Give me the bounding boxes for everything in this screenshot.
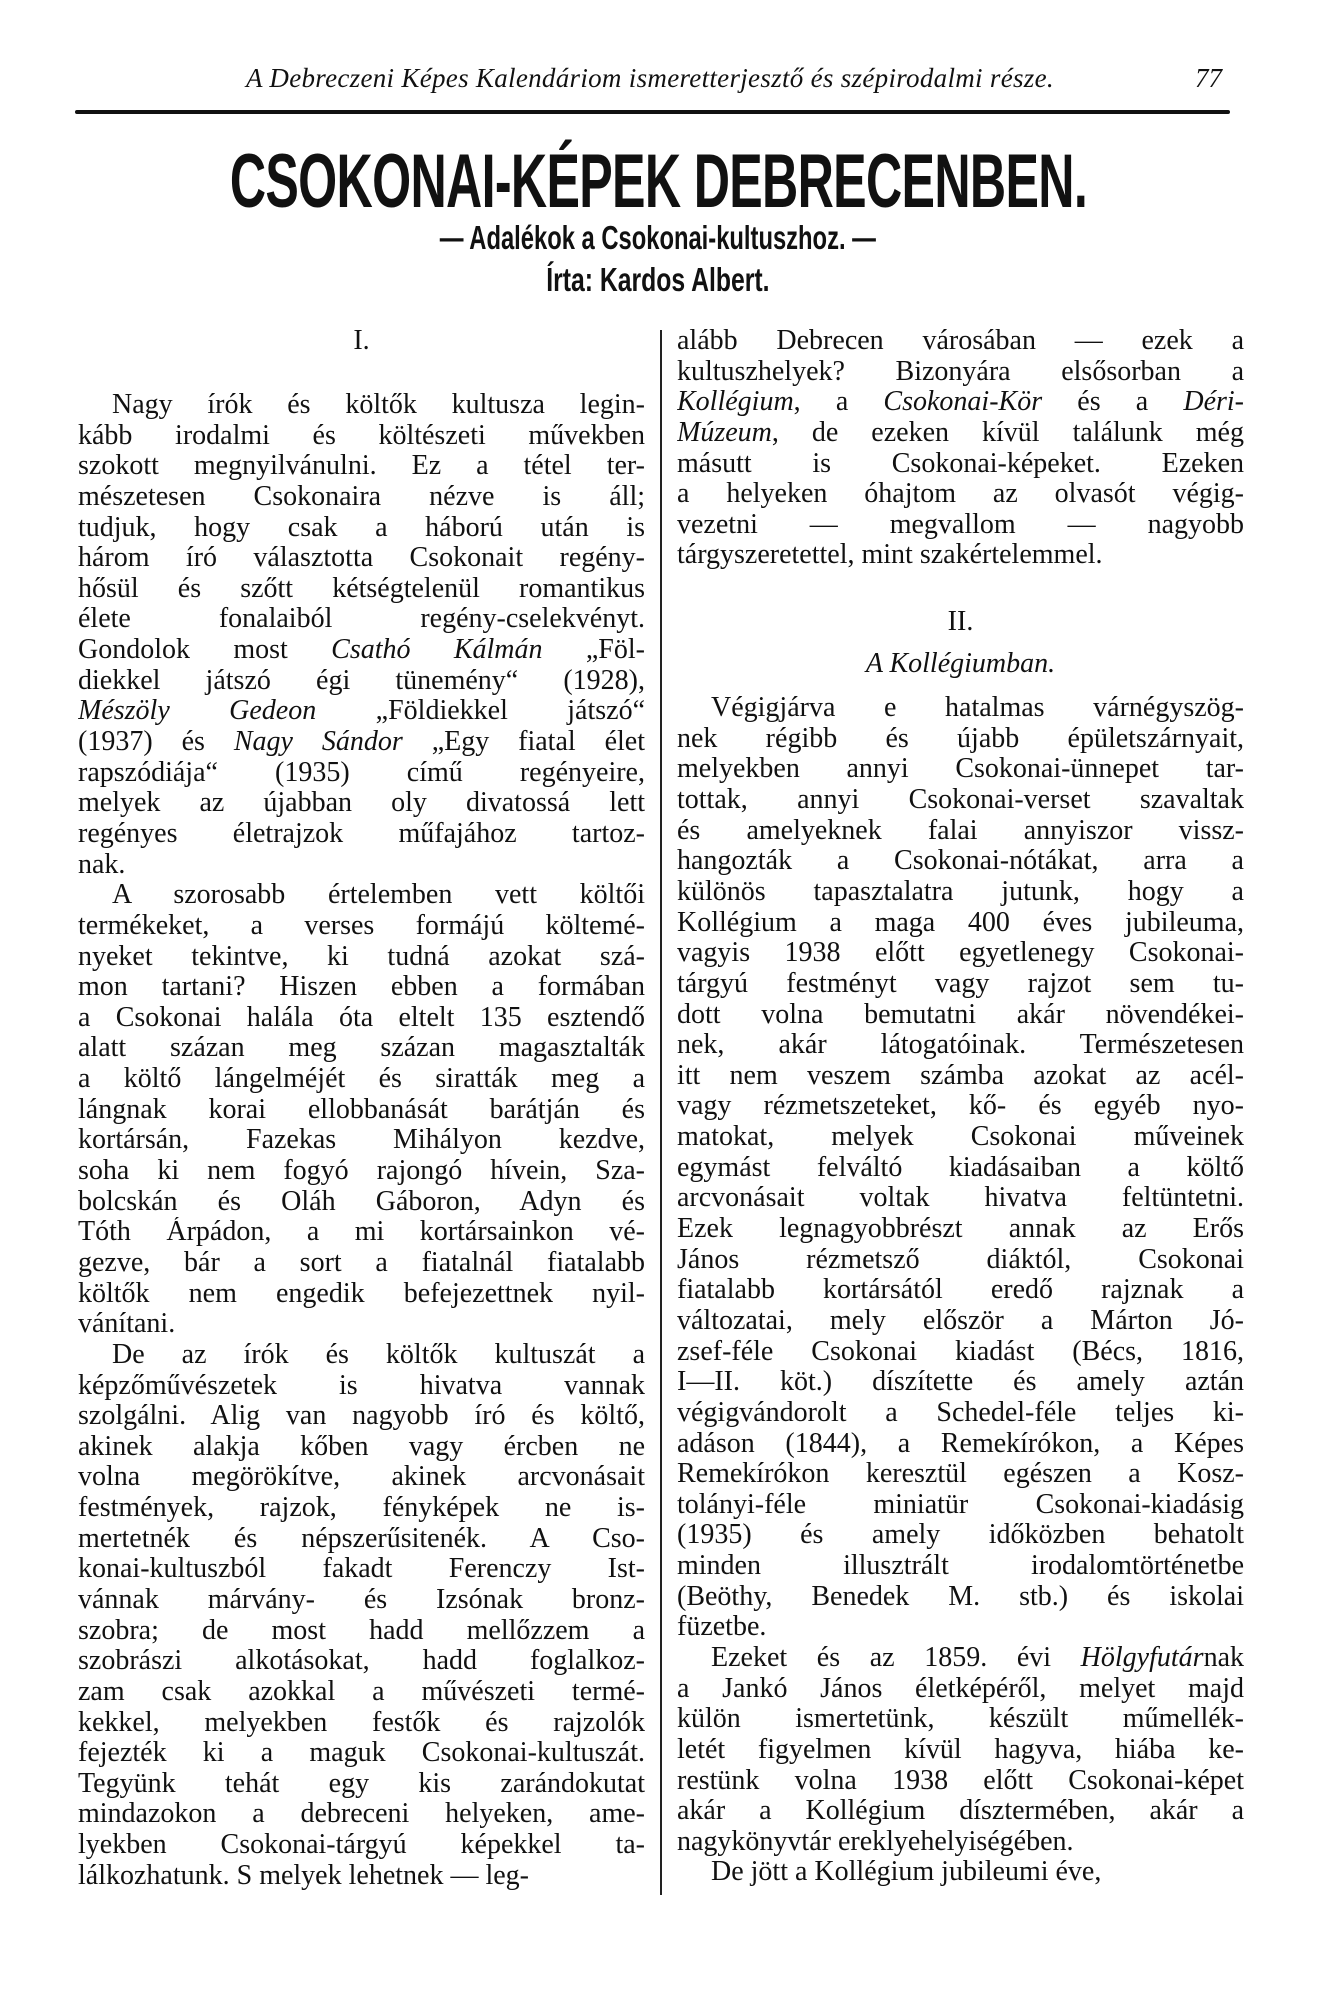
text-line: (Beöthy, Benedek M. stb.) és iskolai [677,1581,1244,1612]
text-line: restünk volna 1938 előtt Csokonai-képet [677,1765,1244,1796]
text-segment: Ezeket és az 1859. évi [711,1642,1081,1673]
paragraph [78,880,645,1340]
text-line: Kollégium a maga 400 éves jubileuma, [677,907,1244,938]
text-line [677,418,1244,449]
text-line: a Jankó János életképéről, melyet majd [677,1673,1244,1704]
text-line: nyeket tekintve, ki tudná azokat szá- [78,941,645,972]
text-line: Nagy írók és költők kultusza legin- [112,390,645,420]
text-segment: „Föl- [542,635,645,666]
text-line: letét figyelmen kívül hagyva, hiába ke- [677,1734,1244,1765]
text-line: tolányi-féle miniatür Csokonai-kiadásig [677,1489,1244,1520]
text-line: füzetbe. [677,1611,767,1643]
text-segment: és a [1042,387,1184,418]
text-segment: , de ezeken kívül találunk még [771,417,1244,448]
text-line: a költő lángelméjét és siratták meg a [78,1064,645,1095]
text-line: Tegyünk tehát egy kis zarándokutat [78,1768,645,1799]
text-line: nagykönyvtár ereklyehelyiségében. [677,1825,1074,1857]
text-line: akinek alakja kőben vagy ércben ne [78,1431,645,1462]
text-line: másutt is Csokonai-képeket. Ezeken [677,448,1244,479]
text-line: végigvándorolt a Schedel-féle teljes ki- [677,1397,1244,1428]
text-line: bolcskán és Oláh Gáboron, Adyn és [78,1186,645,1217]
text-line: regényes életrajzok műfajához tartoz- [78,818,645,849]
italic-text: Csathó Kálmán [331,635,543,666]
text-line: egymást felváltó kiadásaiban a költő [677,1152,1244,1183]
text-line: szokott megnyilvánulni. Ez a tétel ter- [78,451,645,482]
section-heading-2: II. [947,606,974,638]
subtitle-block [0,220,1316,256]
text-line: Végigjárva e hatalmas várnégyszög- [711,693,1244,724]
text-line: mertetnék és népszerűsitenék. A Cso- [78,1523,645,1554]
text-line: vagyis 1938 előtt egyetlenegy Csokonai- [677,938,1244,969]
italic-text: Déri- [1183,387,1244,418]
left-column [78,326,645,1891]
text-line: különös tapasztalatra jutunk, hogy a [677,876,1244,907]
text-line: költők nem engedik befejezettnek nyil- [78,1278,645,1309]
text-line: festmények, rajzok, fényképek ne is- [78,1493,645,1524]
right-column [677,326,1244,1888]
article-byline: Írta: Kardos Albert. [546,261,770,298]
text-line [78,635,645,666]
text-line: nak. [78,848,126,880]
text-line: lángnak korai ellobbanását barátján és [78,1094,645,1125]
italic-text: Kollégium [677,387,794,418]
text-line: rapszódiája“ (1935) című regényeire, [78,757,645,788]
text-segment: „Földiekkel játszó“ [316,696,645,727]
text-line: kább irodalmi és költészeti művekben [78,420,645,451]
text-line: tudjuk, hogy csak a háború után is [78,512,645,543]
text-line: mon tartani? Hiszen ebben a formában [78,972,645,1003]
paragraph [677,326,1244,571]
article-subtitle: — Adalékok a Csokonai-kultuszhoz. — [439,219,877,256]
text-line: lyekben Csokonai-tárgyú képekkel ta- [78,1830,645,1861]
text-line [78,696,645,727]
italic-text: Hölgyfutár [1080,1642,1204,1673]
column-divider [660,330,662,1895]
italic-text: Csokonai-Kör [883,387,1043,418]
text-line: fejezték ki a maguk Csokonai-kultuszát. [78,1738,645,1769]
text-line: I—II. köt.) díszítette és amely aztán [677,1367,1244,1398]
text-line: matokat, melyek Csokonai műveinek [677,1122,1244,1153]
text-line: János rézmetsző diáktól, Csokonai [677,1244,1244,1275]
text-line: melyek az újabban oly divatossá lett [78,788,645,819]
section-heading-1: I. [353,325,370,356]
text-line: Ezek legnagyobbrészt annak az Erős [677,1214,1244,1245]
text-line: tottak, annyi Csokonai-verset szavaltak [677,785,1244,816]
text-line: élete fonalaiból regény-cselekvényt. [78,604,645,635]
paragraph [78,1340,645,1892]
text-line: zam csak azokkal a művészeti termé- [78,1676,645,1707]
text-line [677,387,1244,418]
text-line: diekkel játszó égi tünemény“ (1928), [78,665,645,696]
text-line: zsef-féle Csokonai kiadást (Bécs, 1816, [677,1336,1244,1367]
paragraph [78,390,645,880]
text-line: mészetesen Csokonaira nézve is áll; [78,481,645,512]
text-line: hősül és szőtt kétségtelenül romantikus [78,573,645,604]
text-line: volna megörökítve, akinek arcvonásait [78,1462,645,1493]
text-line [78,727,645,758]
text-line: vánnak márvány- és Izsónak bronz- [78,1584,645,1615]
text-line: külön ismertetünk, készült műmellék- [677,1704,1244,1735]
text-line: alatt százan meg százan magasztalták [78,1033,645,1064]
text-line: kortársán, Fazekas Mihályon kezdve, [78,1125,645,1156]
text-line: De jött a Kollégium jubileumi éve, [711,1856,1102,1888]
text-line: nek, akár látogatóinak. Természetesen [677,1030,1244,1061]
text-line: (1935) és amely időközben behatolt [677,1520,1244,1551]
text-line: Remekírókon keresztül egészen a Kosz- [677,1459,1244,1490]
text-line: nek régibb és újabb épületszárnyait, [677,723,1244,754]
text-segment: Gondolok most [78,635,332,666]
text-line: akár a Kollégium dísztermében, akár a [677,1796,1244,1827]
text-segment: (1937) és [78,727,234,758]
text-line: szolgálni. Alig van nagyobb író és költő, [78,1401,645,1432]
text-line [677,1643,1244,1674]
section-title-2: A Kollégiumban. [865,648,1056,680]
text-line: vezetni — megvallom — nagyobb [677,509,1244,540]
text-line: szobra; de most hadd mellőzzem a [78,1615,645,1646]
text-line: három író választotta Csokonait regény- [78,543,645,574]
text-line: lálkozhatunk. S melyek lehetnek — leg- [78,1859,529,1891]
running-head: A Debreczeni Képes Kalendáriom ismeretterjesztő és szépirodalmi része. [246,63,1054,93]
text-line: tárgyú festményt vagy rajzot sem tu- [677,968,1244,999]
text-line: alább Debrecen városában — ezek a [677,326,1244,356]
text-line: A szorosabb értelemben vett költői [112,880,645,911]
italic-text: Nagy Sándor [233,727,403,758]
italic-text: Múzeum [677,417,772,448]
text-line: kultuszhelyek? Bizonyára elsősorban a [677,356,1244,387]
text-line: vagy rézmetszeteket, kő- és egyéb nyo- [677,1091,1244,1122]
text-line: soha ki nem fogyó rajongó hívein, Sza- [78,1156,645,1187]
text-line: hangozták a Csokonai-nótákat, arra a [677,846,1244,877]
text-line: vánítani. [78,1308,176,1340]
text-line: tárgyszeretettel, mint szakértelemmel. [677,539,1103,571]
text-line: konai-kultuszból fakadt Ferenczy Ist- [78,1554,645,1585]
text-segment: , a [793,387,884,418]
text-line: szobrászi alkotásokat, hadd foglalkoz- [78,1646,645,1677]
italic-text: Mészöly Gedeon [78,696,317,727]
text-line: mindazokon a debreceni helyeken, ame- [78,1799,645,1830]
page-number: 77 [1195,63,1222,93]
text-line: minden illusztrált irodalomtörténetbe [677,1551,1244,1582]
text-line: változatai, mely először a Márton Jó- [677,1305,1244,1336]
text-line: De az írók és költők kultuszát a [112,1339,645,1370]
paragraph [677,1643,1244,1857]
article-title: CSOKONAI-KÉPEK DEBRECENBEN. [229,139,1087,224]
text-line: és amelyeknek falai annyiszor vissz- [677,815,1244,846]
text-line: a helyeken óhajtom az olvasót végig- [677,479,1244,510]
text-line: termékeket, a verses formájú költemé- [78,910,645,941]
text-line: itt nem veszem számba azokat az acél- [677,1060,1244,1091]
text-line: fiatalabb kortársától eredő rajznak a [677,1275,1244,1306]
text-line: gezve, bár a sort a fiatalnál fiatalabb [78,1247,645,1278]
text-segment: nak [1203,1642,1244,1673]
byline-block [0,262,1316,298]
text-line: kekkel, melyekben festők és rajzolók [78,1707,645,1738]
text-segment: „Egy fiatal élet [402,727,645,758]
text-line: melyekben annyi Csokonai-ünnepet tar- [677,754,1244,785]
text-line: képzőművészetek is hivatva vannak [78,1370,645,1401]
header-rule [75,110,1230,114]
title-block [0,139,1316,224]
text-line: Tóth Árpádon, a mi kortársainkon vé- [78,1217,645,1248]
text-line: dott volna bemutatni akár növendékei- [677,999,1244,1030]
paragraph [677,1857,1244,1888]
paragraph [677,693,1244,1643]
text-line: arcvonásait voltak hivatva feltüntetni. [677,1183,1244,1214]
text-line: a Csokonai halála óta eltelt 135 esztendő [78,1002,645,1033]
text-line: adáson (1844), a Remekírókon, a Képes [677,1428,1244,1459]
